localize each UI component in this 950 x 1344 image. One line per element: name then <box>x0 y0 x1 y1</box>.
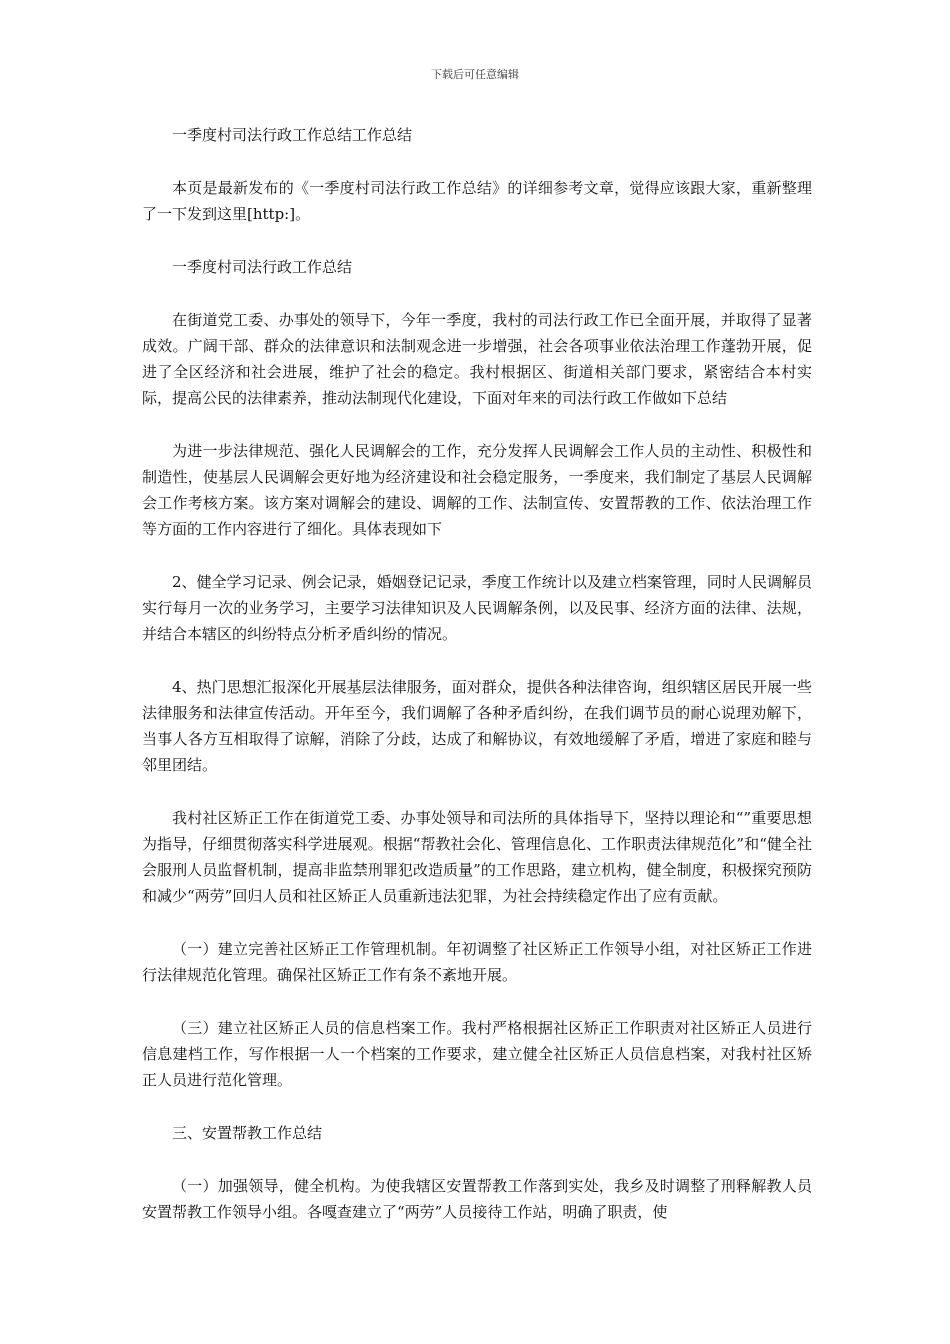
document-body <box>142 122 812 1252</box>
paragraph: 2、健全学习记录、例会记录，婚姻登记记录，季度工作统计以及建立档案管理，同时人民调解员实行每月一次的业务学习，主要学习法律知识及人民调解条例，以及民事、经济方面的法律、法规，并结合本辖区的纠纷特点分析矛盾纠纷的情况。 <box>142 573 812 643</box>
paragraph: 我村社区矫正工作在街道党工委、办事处领导和司法所的具体指导下，坚持以理论和“”重要思想为指导，仔细贯彻落实科学进展观。根据“帮教社会化、管理信息化、工作职责法律规范化”和“健全社会服刑人员监督机制，提高非监禁刑罪犯改造质量”的工作思路，建立机构，健全制度，积极探究预防和减少“两劳”回归人员和社区矫正人员重新违法犯罪，为社会持续稳定作出了应有贡献。 <box>142 809 812 905</box>
paragraph: （一）加强领导，健全机构。为使我辖区安置帮教工作落到实处，我乡及时调整了刑释解教人员安置帮教工作领导小组。各嘎查建立了“两劳”人员接待工作站，明确了职责，使 <box>142 1177 812 1221</box>
document-title: 一季度村司法行政工作总结工作总结 <box>172 126 413 144</box>
paragraph: 4、热门思想汇报深化开展基层法律服务，面对群众，提供各种法律咨询，组织辖区居民开展一些法律服务和法律宣传活动。开年至今，我们调解了各种矛盾纠纷，在我们调节员的耐心说理劝解下，当事人各方互相取得了谅解，消除了分歧，达成了和解协议，有效地缓解了矛盾，增进了家庭和睦与邻里团结。 <box>142 678 812 774</box>
document-subtitle: 一季度村司法行政工作总结 <box>172 258 353 276</box>
section-heading: 三、安置帮教工作总结 <box>172 1124 323 1142</box>
intro-paragraph: 本页是最新发布的《一季度村司法行政工作总结》的详细参考文章，觉得应该跟大家，重新整理了一下发到这里[http:]。 <box>142 179 812 223</box>
paragraph: 在街道党工委、办事处的领导下，今年一季度，我村的司法行政工作已全面开展，并取得了显著成效。广阔干部、群众的法律意识和法制观念进一步增强，社会各项事业依法治理工作蓬勃开展，促进了全区经济和社会进展，维护了社会的稳定。我村根据区、街道相关部门要求，紧密结合本村实际，提高公民的法律素养，推动法制现代化建设，下面对年来的司法行政工作做如下总结 <box>142 311 812 407</box>
paragraph: （三）建立社区矫正人员的信息档案工作。我村严格根据社区矫正工作职责对社区矫正人员进行信息建档工作，写作根据一人一个档案的工作要求，建立健全社区矫正人员信息档案，对我村社区矫正人员进行范化管理。 <box>142 1019 812 1089</box>
paragraph: （一）建立完善社区矫正工作管理机制。年初调整了社区矫正工作领导小组，对社区矫正工作进行法律规范化管理。确保社区矫正工作有条不紊地开展。 <box>142 940 812 984</box>
paragraph: 为进一步法律规范、强化人民调解会的工作，充分发挥人民调解会工作人员的主动性、积极性和制造性，使基层人民调解会更好地为经济建设和社会稳定服务，一季度来，我们制定了基层人民调解会工作考核方案。该方案对调解会的建设、调解的工作、法制宣传、安置帮教的工作、依法治理工作等方面的工作内容进行了细化。具体表现如下 <box>142 442 812 538</box>
page-header-note: 下载后可任意编辑 <box>431 68 519 81</box>
